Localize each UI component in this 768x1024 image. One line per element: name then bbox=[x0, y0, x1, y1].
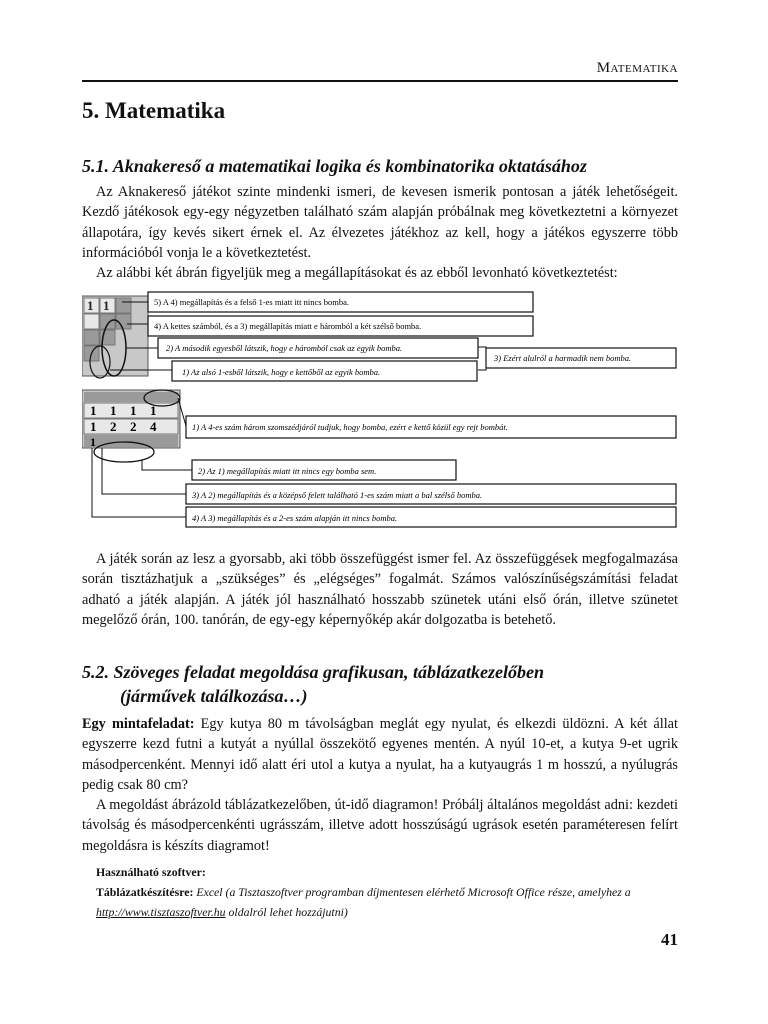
section-2-body bbox=[82, 714, 678, 856]
grid2-row-2-a: 1 bbox=[90, 419, 97, 434]
fig2-callout-2: 2) Az 1) megállapítás miatt itt nincs egy bomba sem. bbox=[198, 466, 377, 476]
section-2-title-line-1: 5.2. Szöveges feladat megoldása grafikusan, táblázatkezelőben bbox=[82, 662, 544, 682]
grid2-row-1-d: 1 bbox=[150, 403, 157, 418]
header-rule bbox=[82, 80, 678, 82]
section-2-title-line-2: (járművek találkozása…) bbox=[120, 686, 308, 706]
fig1-callout-2: 2) A második egyesből látszik, hogy e háromból csak az egyik bomba. bbox=[166, 343, 403, 353]
minesweeper-grid-2 bbox=[82, 390, 180, 462]
section-1-paragraph-3: A játék során az lesz a gyorsabb, aki több összefüggést ismer fel. Az összefüggések megfogalmazása során tisztázhatjuk a „szükséges” és „elégséges” fogalmát. Számos valószínűségszámítási feladat adható a játék alapján. A játék jól használható hosszabb szünetek utáni első órán, illetve szünetet megelőző órán, 100. tanórán, de egy-egy képernyőkép akár dolgozatba is betehető. bbox=[82, 551, 678, 628]
software-note bbox=[96, 862, 678, 922]
page-number: 41 bbox=[661, 930, 678, 949]
grid1-number-2: 1 bbox=[103, 298, 110, 313]
software-link[interactable]: http://www.tisztaszoftver.hu bbox=[96, 905, 226, 919]
grid1-number-1: 1 bbox=[87, 298, 94, 313]
fig1-callout-1: 1) Az alsó 1-esből látszik, hogy e kettőből az egyik bomba. bbox=[182, 367, 381, 377]
grid2-row-1-b: 1 bbox=[110, 403, 117, 418]
chapter-title: 5. Matematika bbox=[82, 98, 226, 123]
section-1-paragraph-1: Az Aknakereső játékot szinte mindenki ismeri, de kevesen ismerik pontosan a játék lehetőségeit. Kezdő játékosok egy-egy négyzetben található szám alapján próbálnak meg következtetni a környezet állapotára, így kevés sikert érnek el. Az élvezetes játékhoz az kell, hogy a játékos egyszerre több információból vonja le a következtetést. bbox=[82, 184, 678, 261]
fig2-callout-4: 4) A 3) megállapítás és a 2-es szám alapján itt nincs bomba. bbox=[192, 513, 398, 523]
section-1-body-cont bbox=[82, 549, 678, 630]
fig2-callout-3: 3) A 2) megállapítás és a középső felett található 1-es szám miatt a bal szélső bomba. bbox=[192, 490, 483, 500]
section-2-title bbox=[82, 660, 678, 708]
grid2-row-2-b: 2 bbox=[110, 419, 117, 434]
section-2-paragraph-2: A megoldást ábrázold táblázatkezelőben, út-idő diagramon! Próbálj általános megoldást adni: kezdeti távolság és másodpercenkénti ugrásszám, illetve adott hosszúságú ugrások esetén paraméteresen felírt megoldásra is készíts diagramot! bbox=[82, 797, 678, 854]
fig1-side-callout: 3) Ezért alulról a harmadik nem bomba. bbox=[494, 353, 632, 363]
task-label: Egy mintafeladat: bbox=[82, 716, 195, 732]
section-1-paragraph-2: Az alábbi két ábrán figyeljük meg a megállapításokat és az ebből levonható következtetést: bbox=[96, 265, 618, 282]
task-text: Egy kutya 80 m távolságban meglát egy nyulat, és elkezdi üldözni. A két állat egyszerre kezd futni a kutyát a nyúllal összekötő egyenes mentén. A nyúl 10-et, a kutya 9-et ugrik másodpercenként. Mennyi idő alatt éri utol a kutya a nyulat, ha a kutyaugrás 1 m hosszú, a nyúlugrás pedig csak 80 cm? bbox=[82, 716, 679, 793]
software-label: Táblázatkészítésre: bbox=[96, 885, 194, 899]
grid2-row-3-a: 1 bbox=[90, 435, 96, 449]
grid2-row-1-c: 1 bbox=[130, 403, 137, 418]
minesweeper-grid-1 bbox=[82, 296, 148, 378]
software-text-before: Excel (a Tisztaszoftver programban díjmentesen elérhető Microsoft Office része, amelyhez a bbox=[193, 885, 631, 899]
fig1-callout-4: 4) A kettes számból, és a 3) megállapítás miatt e háromból a két szélső bomba. bbox=[154, 321, 422, 331]
task-paragraph bbox=[82, 714, 678, 795]
section-1-body bbox=[82, 182, 678, 283]
minesweeper-diagram bbox=[82, 290, 678, 530]
running-head: Matematika bbox=[596, 60, 678, 76]
software-heading: Használható szoftver: bbox=[96, 865, 206, 879]
minesweeper-figure bbox=[82, 290, 678, 530]
grid2-row-2-c: 2 bbox=[130, 419, 137, 434]
software-text-after: oldalról lehet hozzájutni) bbox=[225, 905, 348, 919]
grid2-row-2-d: 4 bbox=[150, 419, 157, 434]
section-1-title: 5.1. Aknakereső a matematikai logika és kombinatorika oktatásához bbox=[82, 156, 587, 176]
fig2-callout-1: 1) A 4-es szám három szomszédjáról tudjuk, hogy bomba, ezért e kettő közül egy rejt bombát. bbox=[192, 422, 508, 432]
fig1-callout-5: 5) A 4) megállapítás és a felső 1-es miatt itt nincs bomba. bbox=[154, 297, 349, 307]
grid2-row-1: 1 bbox=[90, 403, 103, 418]
